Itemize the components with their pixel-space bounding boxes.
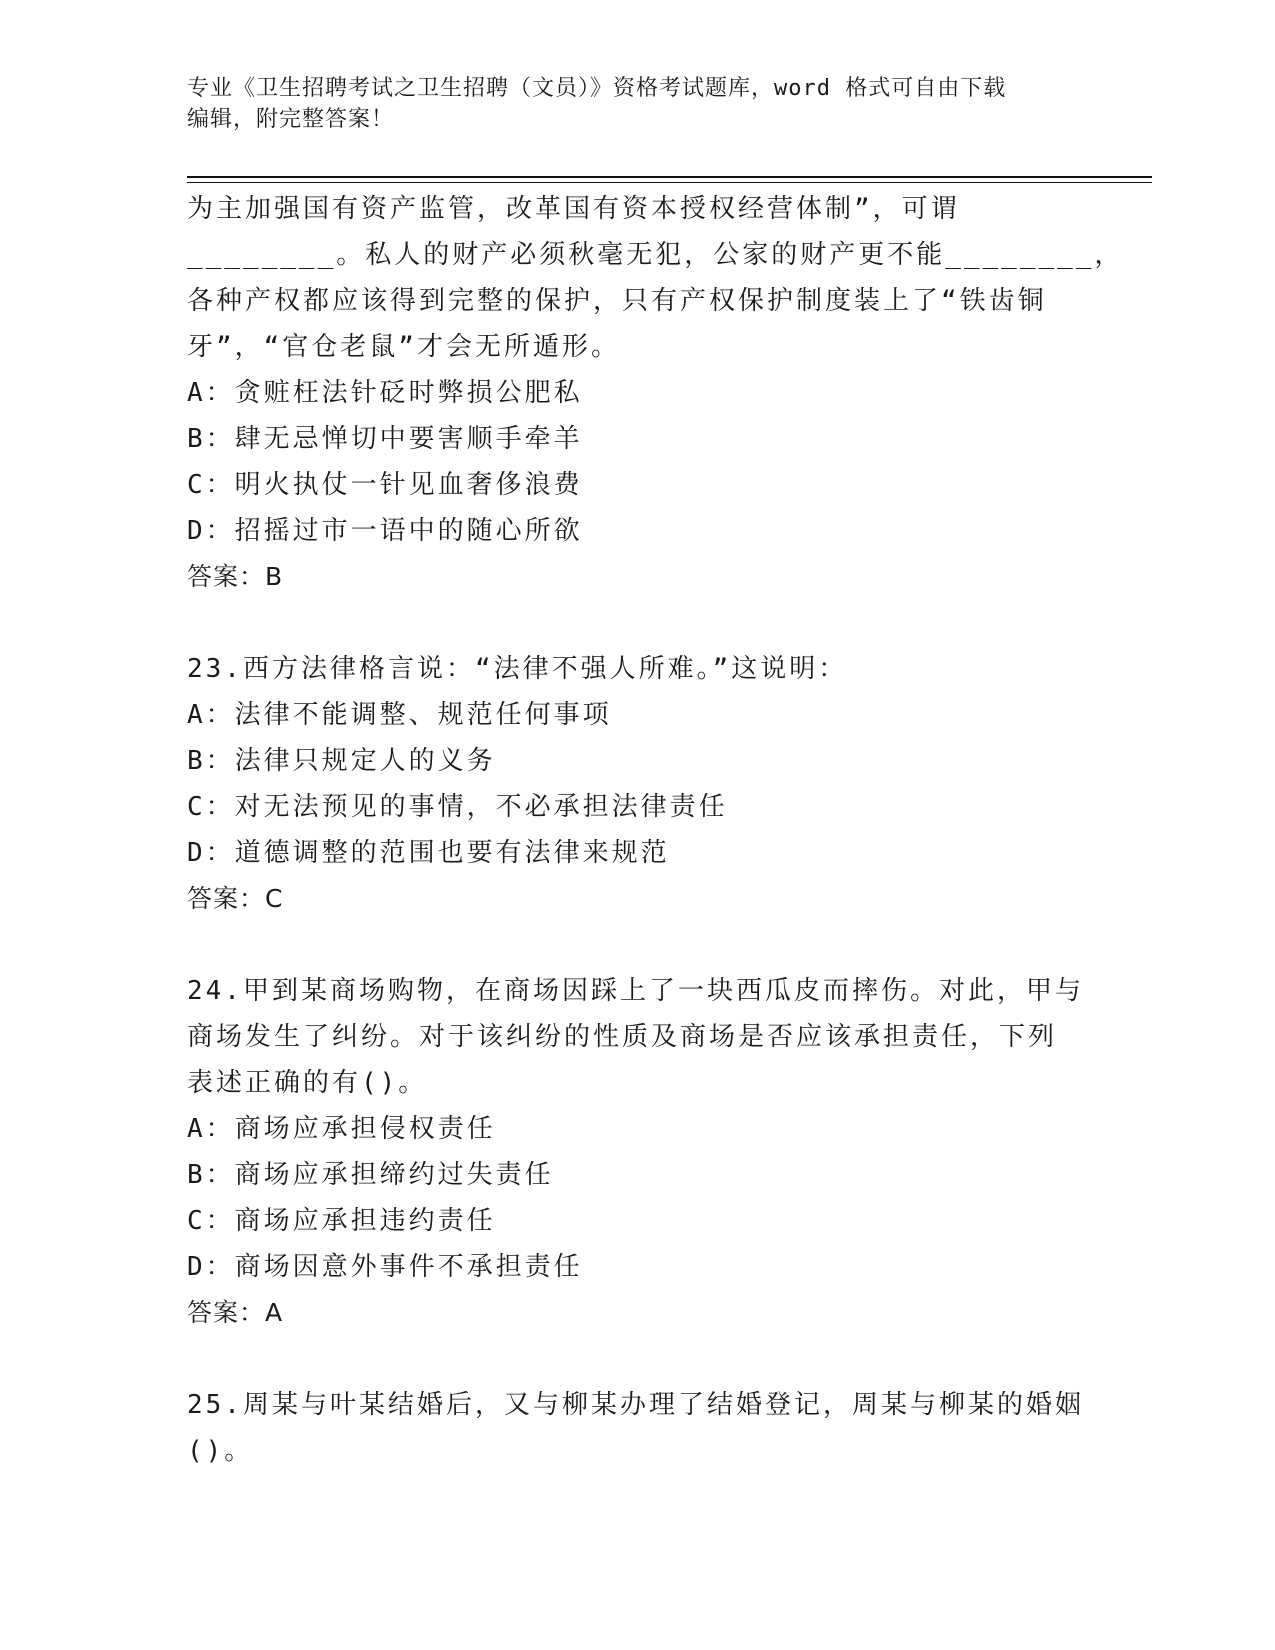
answer-line: 答案：A	[187, 1298, 284, 1327]
question-spacer	[187, 1336, 1087, 1382]
question-spacer	[187, 600, 1087, 646]
question-stem-line: ________。私人的财产必须秋毫无犯，公家的财产更不能________，	[187, 240, 1124, 270]
question-22	[187, 186, 1124, 600]
question-spacer	[187, 922, 1087, 968]
option-d: D：商场因意外事件不承担责任	[187, 1252, 583, 1282]
header-line-1: 专业《卫生招聘考试之卫生招聘（文员）》资格考试题库，word 格式可自由下载	[187, 76, 1007, 101]
answer-line: 答案：C	[187, 884, 284, 913]
question-25	[187, 1382, 1087, 1474]
option-b: B：法律只规定人的义务	[187, 746, 496, 776]
question-list	[187, 186, 1124, 1474]
question-stem-line: 表述正确的有()。	[187, 1068, 428, 1098]
option-b: B：商场应承担缔约过失责任	[187, 1160, 554, 1190]
header-divider-thin	[187, 182, 1152, 183]
question-stem-line: 23.西方法律格言说：“法律不强人所难。”这说明：	[187, 654, 848, 684]
option-d: D：招摇过市一语中的随心所欲	[187, 516, 583, 546]
question-stem-line: 牙”，“官仓老鼠”才会无所遁形。	[187, 332, 620, 362]
header-line-2: 编辑，附完整答案！	[187, 107, 395, 132]
question-stem-line: 为主加强国有资产监管，改革国有资本授权经营体制”，可谓	[187, 194, 960, 224]
option-a: A：法律不能调整、规范任何事项	[187, 700, 612, 730]
question-stem-line: 商场发生了纠纷。对于该纠纷的性质及商场是否应该承担责任，下列	[187, 1022, 1058, 1052]
option-a: A：贪赃枉法针砭时弊损公肥私	[187, 378, 583, 408]
option-c: C：明火执仗一针见血奢侈浪费	[187, 470, 583, 500]
option-c: C：对无法预见的事情，不必承担法律责任	[187, 792, 728, 822]
question-stem-line: ()。	[187, 1436, 254, 1466]
answer-line: 答案：B	[187, 562, 284, 591]
document-header	[187, 73, 1067, 135]
question-stem-line: 各种产权都应该得到完整的保护，只有产权保护制度装上了“铁齿铜	[187, 286, 1047, 316]
question-23	[187, 646, 1087, 922]
option-d: D：道德调整的范围也要有法律来规范	[187, 838, 670, 868]
question-stem-line: 25.周某与叶某结婚后，又与柳某办理了结婚登记，周某与柳某的婚姻	[187, 1390, 1084, 1420]
option-b: B：肆无忌惮切中要害顺手牵羊	[187, 424, 583, 454]
option-a: A：商场应承担侵权责任	[187, 1114, 496, 1144]
option-c: C：商场应承担违约责任	[187, 1206, 496, 1236]
question-stem-line: 24.甲到某商场购物，在商场因踩上了一块西瓜皮而摔伤。对此，甲与	[187, 976, 1084, 1006]
question-24	[187, 968, 1087, 1336]
header-divider-thick	[187, 176, 1152, 178]
